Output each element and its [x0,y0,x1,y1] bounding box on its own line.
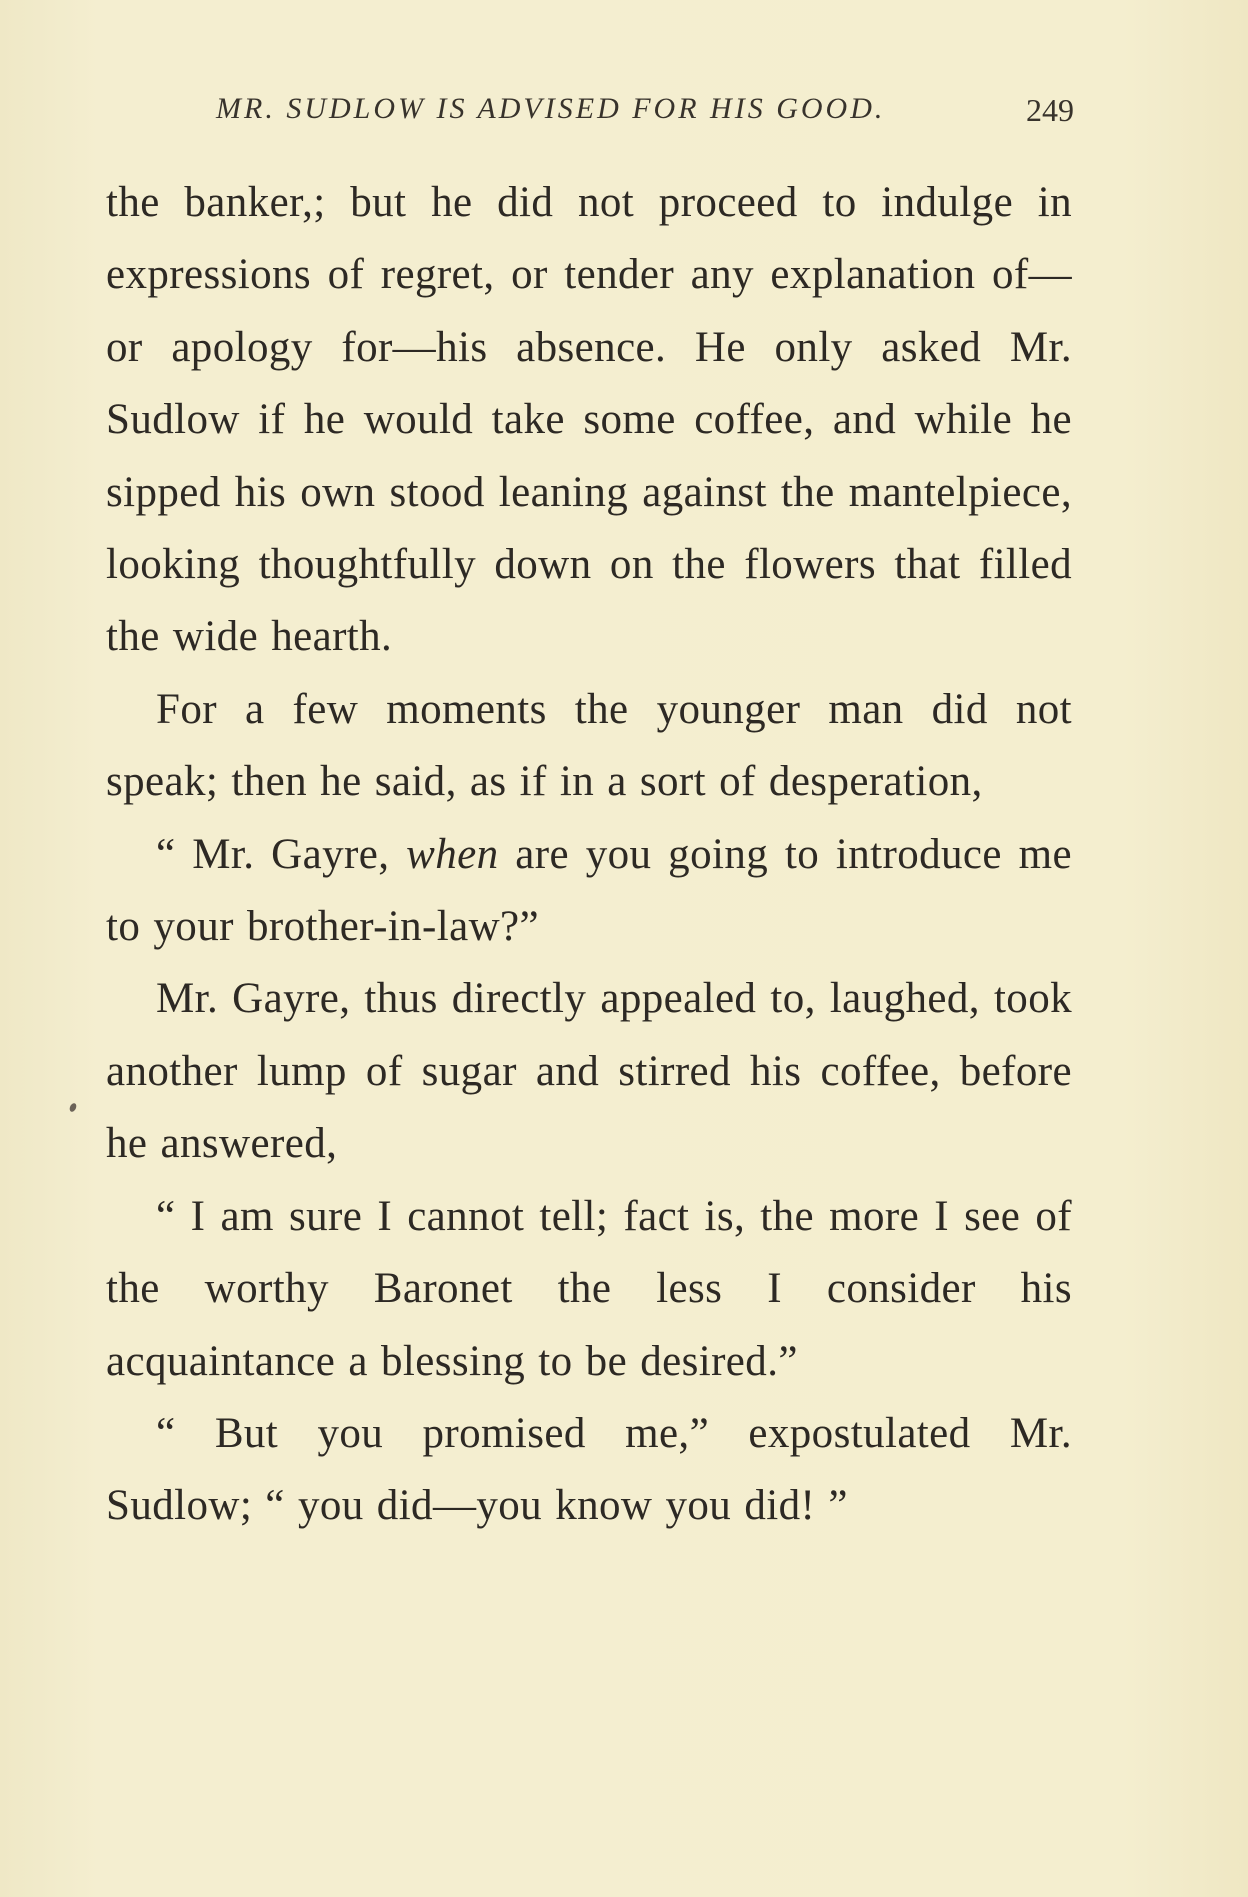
paragraph-protest: “ But you promised me,” expostulated Mr. Sudlow; “ you did—you know you did! ” [106,1409,1072,1530]
emphasis-word: when [406,830,499,878]
running-title: MR. SUDLOW IS ADVISED FOR HIS GOOD. [216,92,886,125]
paragraph-reaction: Mr. Gayre, thus directly appealed to, laughed, took another lump of sugar and stirred his coffee, before he answered, [106,975,1072,1168]
paragraph-narration: For a few moments the younger man did not speak; then he said, as if in a sort of desperation, [106,685,1072,806]
paragraph-continuation: the banker,; but he did not proceed to indulge in expressions of regret, or tender any explanation of— or apology for—his absence. He only asked Mr. Sudlow if he would take some coffee, and while he sipped his own stood leaning against the mantelpiece, looking thoughtfully down on the flowers that filled the wide hearth. [106,179,1072,661]
paragraph-question [106,819,1072,964]
ink-speck [68,1102,77,1113]
page-number: 249 [1026,92,1074,128]
paragraph-reply: “ I am sure I cannot tell; fact is, the more I see of the worthy Baronet the less I consider his acquaintance a blessing to be desired.” [106,1192,1072,1385]
question-opening: “ Mr. Gayre, [156,830,407,878]
question-closing: are you going to introduce me to your brother-in-law?” [106,830,1072,951]
body-text [106,167,1072,1543]
running-head [108,92,1074,136]
